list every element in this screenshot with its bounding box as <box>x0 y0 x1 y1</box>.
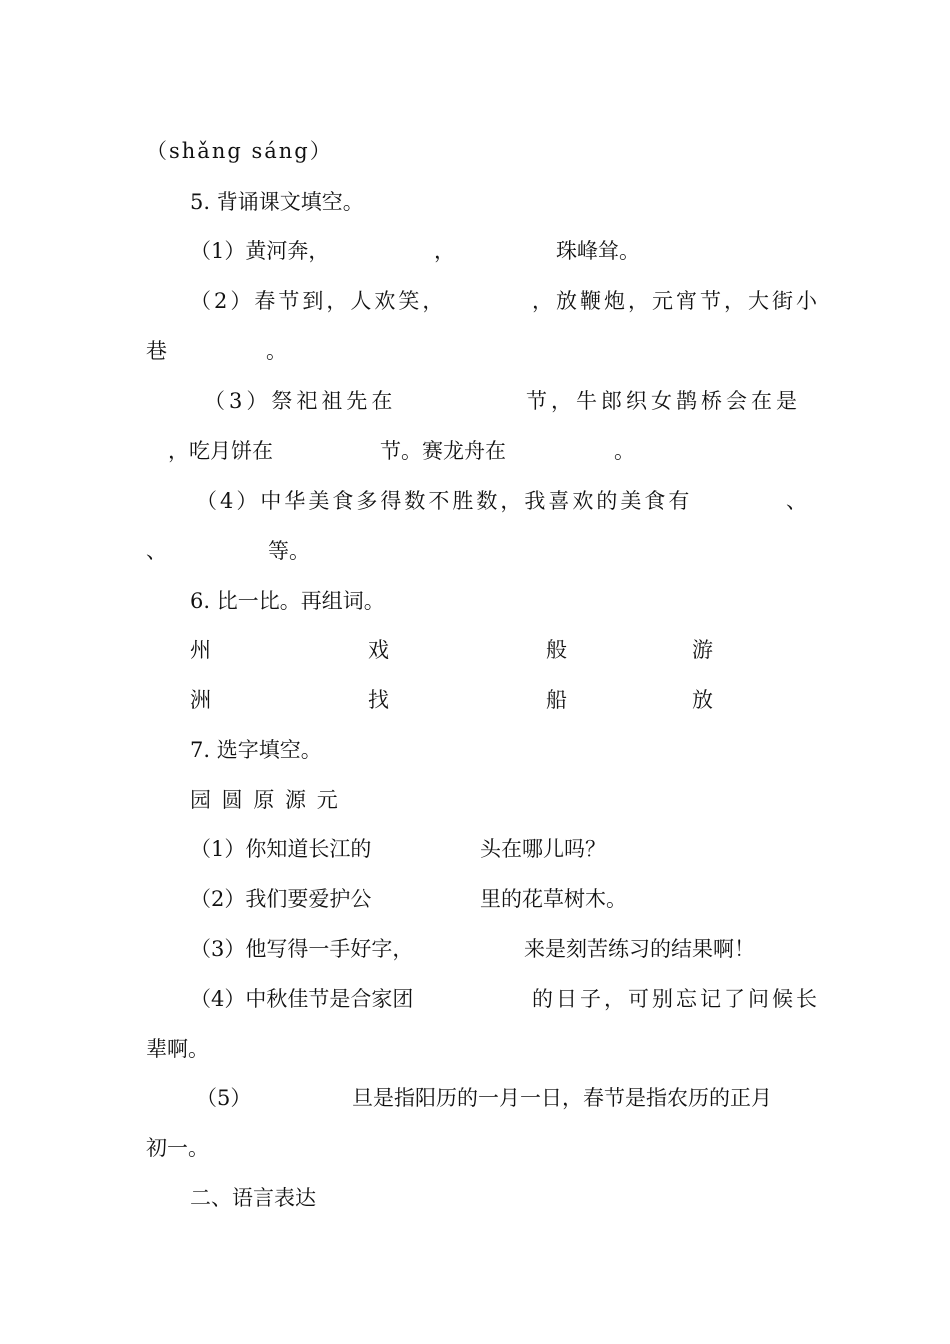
q6-char: 放 <box>692 688 713 712</box>
question-6-heading: 6. 比一比。再组词。 <box>190 589 385 613</box>
q5-item3-part-b: 节，牛郎织女鹊桥会在是 <box>526 389 801 413</box>
pinyin-line: （shǎng sáng） <box>146 139 333 163</box>
q7-item2-part-b: 里的花草树木。 <box>480 887 627 911</box>
q5-item4-part-d: 等。 <box>268 539 310 563</box>
q5-item3-part-a: （3）祭祀祖先在 <box>204 389 397 413</box>
q5-item2-part-c: 巷 <box>146 339 167 363</box>
q6-char: 游 <box>692 638 713 662</box>
q7-item5-part-c: 初一。 <box>146 1136 209 1160</box>
q7-item3-part-a: （3）他写得一手好字， <box>190 937 414 961</box>
q6-char: 洲 <box>190 688 211 712</box>
q5-item3-part-c: ，吃月饼在 <box>168 439 273 463</box>
q7-item1-part-b: 头在哪儿吗？ <box>480 837 606 861</box>
q5-item2-part-a: （2）春节到，人欢笑， <box>190 289 447 313</box>
q5-item2-part-b: ，放鞭炮，元宵节，大街小 <box>532 289 820 313</box>
q7-item5-part-a: （5） <box>196 1086 252 1110</box>
q6-row2 <box>0 686 950 714</box>
section-2-heading: 二、语言表达 <box>190 1186 316 1210</box>
q7-item4-part-b: 的日子，可别忘记了问候长 <box>532 987 820 1011</box>
q6-char: 般 <box>546 638 567 662</box>
question-5-heading: 5. 背诵课文填空。 <box>190 190 364 214</box>
q6-char: 戏 <box>368 638 389 662</box>
question-7-heading: 7. 选字填空。 <box>190 738 322 762</box>
q7-item1-part-a: （1）你知道长江的 <box>190 837 372 861</box>
q6-row1 <box>0 636 950 664</box>
q5-item4-part-c: 、 <box>146 539 167 563</box>
q6-char: 找 <box>368 688 389 712</box>
q5-item2-part-d: 。 <box>266 339 287 363</box>
q5-item1-part-b: ， <box>434 239 455 263</box>
q7-item5-part-b: 旦是指阳历的一月一日，春节是指农历的正月 <box>352 1086 772 1110</box>
q5-item1-part-c: 珠峰耸。 <box>556 239 640 263</box>
q7-choices: 园 圆 原 源 元 <box>190 788 338 812</box>
q7-item2-part-a: （2）我们要爱护公 <box>190 887 372 911</box>
q5-item1-part-a: （1）黄河奔， <box>190 239 330 263</box>
q7-item4-part-a: （4）中秋佳节是合家团 <box>190 987 414 1011</box>
q5-item3-part-d: 节。赛龙舟在 <box>380 439 506 463</box>
q7-item3-part-b: 来是刻苦练习的结果啊！ <box>524 937 755 961</box>
q5-item4-part-b: 、 <box>786 489 807 513</box>
q7-item4-part-c: 辈啊。 <box>146 1037 209 1061</box>
q6-char: 州 <box>190 638 211 662</box>
q5-item3-part-e: 。 <box>614 439 635 463</box>
q6-char: 船 <box>546 688 567 712</box>
q5-item4-part-a: （4）中华美食多得数不胜数，我喜欢的美食有 <box>196 489 693 513</box>
